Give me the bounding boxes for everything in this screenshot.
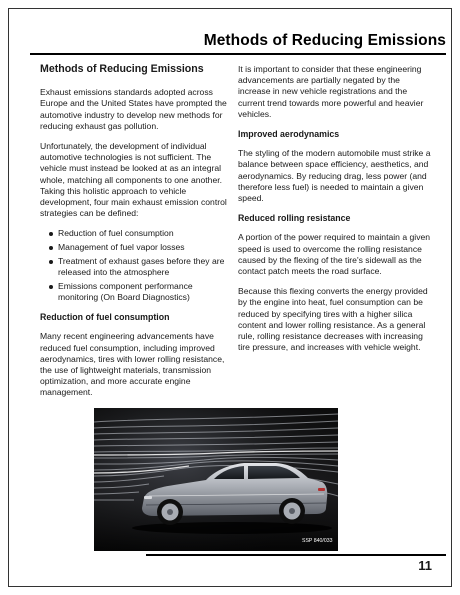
subheading-fuel-consumption: Reduction of fuel consumption (40, 312, 170, 323)
list-item (40, 228, 228, 239)
registrations-paragraph: It is important to consider that these engineering advancements are partially negated by the increase in new vehicle registrations and the current trend towards more powerful and heavier vehicles. (238, 64, 424, 119)
fuel-consumption-paragraph: Many recent engineering advancements have reduced fuel consumption, including improved aerodynamics, tires with lower rolling resistance, the use of lightweight materials, transmission optimization, and more accurate engine management. (40, 331, 225, 398)
list-item-text: Reduction of fuel consumption (58, 228, 174, 239)
subheading-rolling-resistance: Reduced rolling resistance (238, 213, 351, 224)
bullet-icon (49, 246, 53, 250)
footer-rule (146, 554, 446, 556)
header-rule (30, 53, 446, 55)
page-number: 11 (418, 558, 432, 573)
intro-paragraph: Exhaust emissions standards adopted across Europe and the United States have prompted the automotive industry to develop new methods for reducing exhaust gas pollution. (40, 87, 227, 131)
list-item (40, 242, 228, 253)
list-item (40, 281, 228, 303)
bullet-icon (49, 285, 53, 289)
page-header-title: Methods of Reducing Emissions (203, 32, 446, 49)
aerodynamics-paragraph: The styling of the modern automobile must strike a balance between space efficiency, aesthetics, and aerodynamics. By reducing drag, less power (and therefore less fuel) is needed to maintain a given speed. (238, 148, 431, 204)
subheading-aerodynamics: Improved aerodynamics (238, 129, 340, 140)
list-item-text: Management of fuel vapor losses (58, 242, 185, 253)
bullet-icon (49, 232, 53, 236)
list-item-text: Treatment of exhaust gases before they are released into the atmosphere (58, 255, 225, 278)
bullet-icon (49, 260, 53, 264)
strategy-list (40, 228, 228, 303)
right-column (238, 64, 432, 362)
left-column (40, 64, 228, 408)
figure-caption: SSP 840/033 (302, 538, 333, 544)
list-item (40, 256, 228, 278)
list-item-text: Emissions component performance monitoring (On Board Diagnostics) (58, 280, 193, 302)
wind-tunnel-car-image (94, 408, 338, 551)
rolling-resistance-paragraph: A portion of the power required to maintain a given speed is used to overcome the rolling resistance caused by the flexing of the tire's sidewall as the contact patch meets the road surface. (238, 232, 431, 277)
holistic-paragraph: Unfortunately, the development of individual automotive technologies is not sufficient. The vehicle must instead be looked at as an integral whole, matching all components to one another. Taking this holistic approach to vehicle development, four main exhaust emission control strategies can be defined: (40, 141, 227, 219)
wind-tunnel-photo (94, 408, 338, 551)
tire-pressure-paragraph: Because this flexing converts the energy provided by the engine into heat, fuel consumption can be reduced by specifying tires with a higher silica content and lower rolling resistance. As a general rule, rolling resistance decreases with increasing tire pressure, and increases with vehicle weight. (238, 286, 428, 353)
section-title: Methods of Reducing Emissions (40, 63, 204, 75)
